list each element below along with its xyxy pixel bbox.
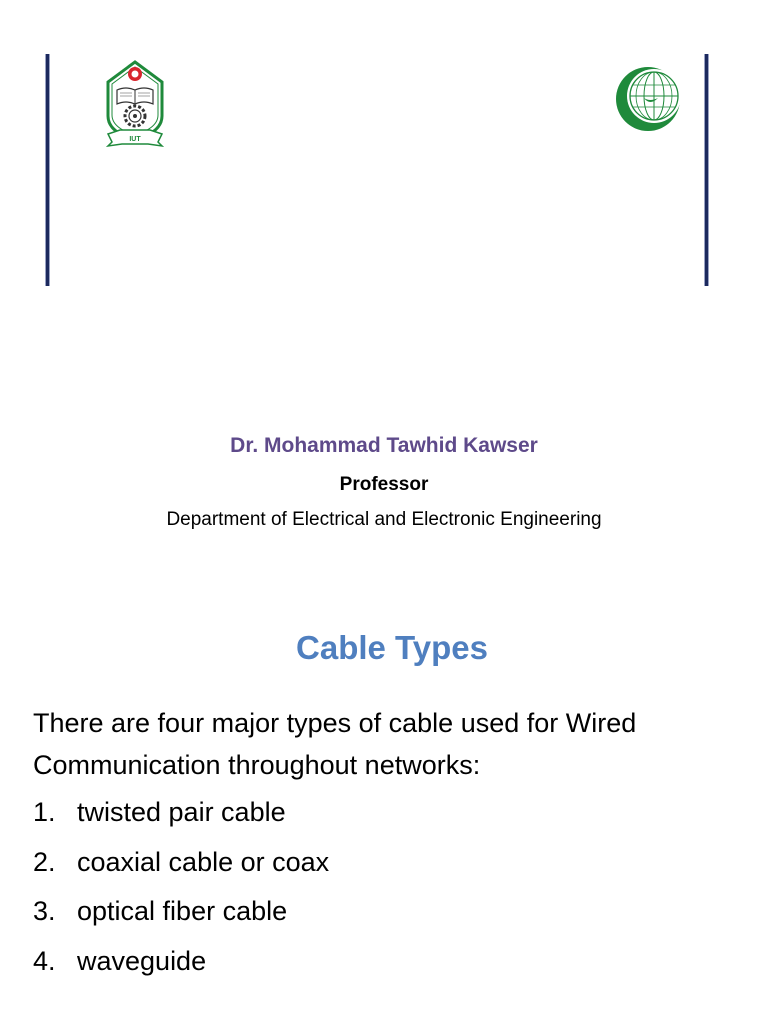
list-item [33, 842, 733, 892]
list-item [33, 891, 733, 941]
list-item-text: coaxial cable or coax [77, 846, 330, 877]
list-item [33, 941, 733, 991]
list-item-text: waveguide [77, 945, 207, 976]
list-item-number: 3. [33, 896, 56, 926]
list-item-number: 1. [33, 797, 56, 827]
author-department: Department of Electrical and Electronic Engineering [166, 509, 602, 530]
emblem-ribbon-text: IUT [129, 136, 141, 143]
intro-paragraph: There are four major types of cable used for Wired Communication throughout networks: [33, 708, 637, 780]
left-vertical-rule [45, 54, 50, 286]
list-item [33, 792, 733, 842]
right-vertical-rule [704, 54, 709, 286]
section-heading: Cable Types [296, 629, 488, 666]
list-item-number: 2. [33, 846, 56, 877]
university-emblem-icon [104, 60, 166, 148]
author-title: Professor [339, 474, 429, 495]
author-name: Dr. Mohammad Tawhid Kawser [230, 434, 538, 457]
crescent-globe-icon [614, 66, 684, 132]
list-item-number: 4. [33, 945, 56, 976]
list-item-text: optical fiber cable [77, 896, 288, 926]
cable-type-list [33, 792, 733, 990]
list-item-text: twisted pair cable [77, 797, 286, 827]
